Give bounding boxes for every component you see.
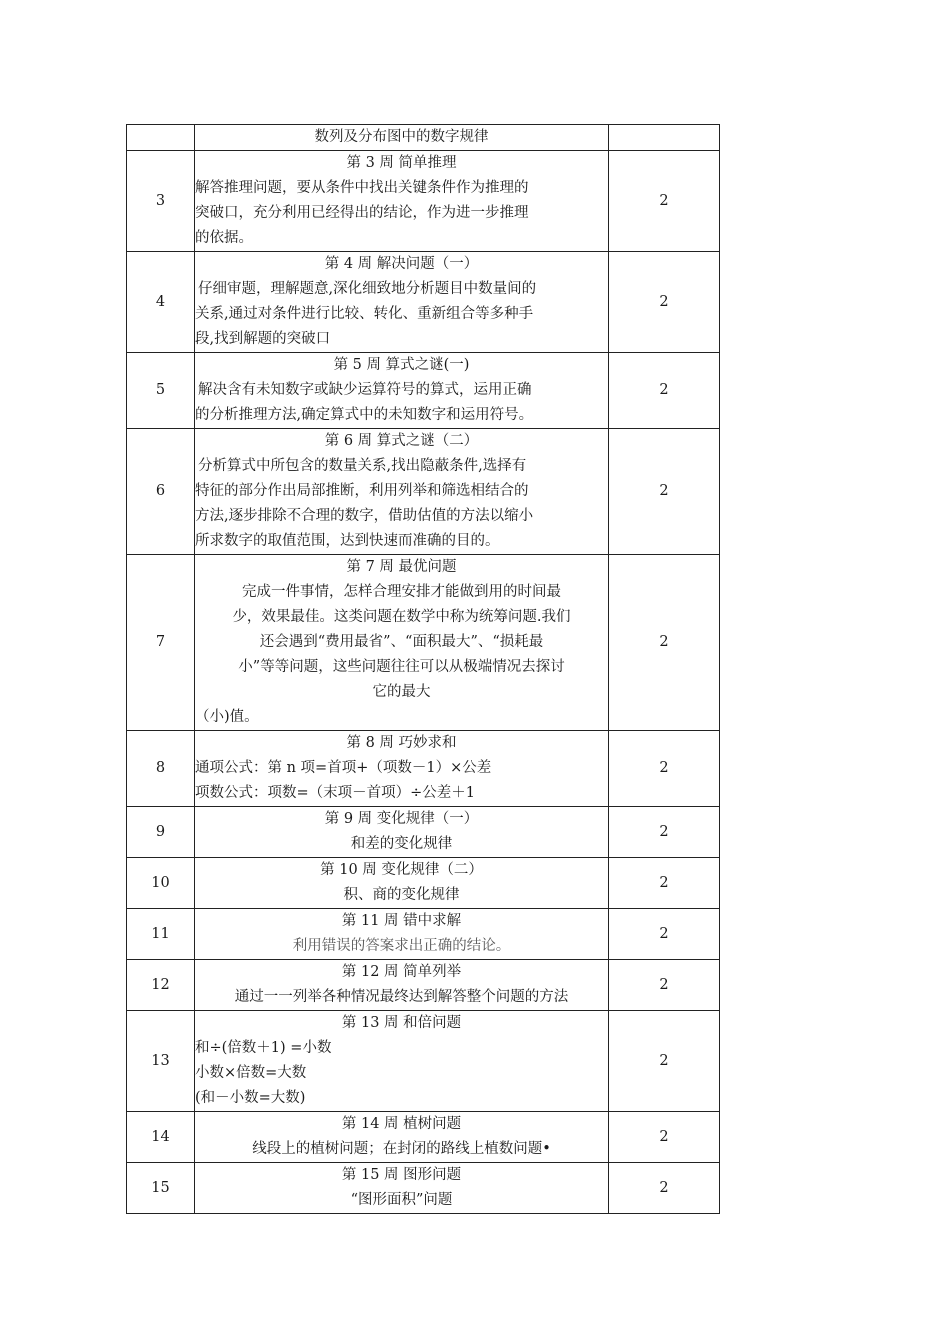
week-number: 5: [127, 353, 195, 429]
content-line: 少，效果最佳。这类问题在数学中称为统筹问题.我们: [232, 609, 571, 625]
week-number: 12: [127, 960, 195, 1011]
content-line: 项数公式：项数=（末项－首项）÷公差＋1: [195, 785, 476, 801]
week-content: [195, 555, 609, 731]
week-number: 10: [127, 858, 195, 909]
table-row: [127, 1112, 720, 1163]
content-line: 小数×倍数=大数: [195, 1065, 307, 1081]
table-row: [127, 151, 720, 252]
content-line: 利用错误的答案求出正确的结论。: [292, 938, 511, 954]
week-title: 第 8 周 巧妙求和: [346, 735, 457, 751]
week-content: [195, 807, 609, 858]
week-content: [195, 429, 609, 555]
table-row: [127, 1163, 720, 1214]
class-hours: 2: [609, 555, 720, 731]
class-hours: 2: [609, 858, 720, 909]
course-schedule-table: [126, 124, 720, 1214]
table-row: [127, 731, 720, 807]
content-line: 线段上的植树问题；在封闭的路线上植数问题•: [252, 1141, 551, 1157]
content-line: 分析算式中所包含的数量关系,找出隐蔽条件,选择有: [198, 458, 527, 474]
table-row: [127, 353, 720, 429]
week-title: 第 14 周 植树问题: [341, 1116, 462, 1132]
week-title: 第 7 周 最优问题: [346, 559, 457, 575]
content-line: 通过一一列举各种情况最终达到解答整个问题的方法: [234, 989, 569, 1005]
week-number: 15: [127, 1163, 195, 1214]
week-number: 6: [127, 429, 195, 555]
week-content: [195, 960, 609, 1011]
content-line: 关系,通过对条件进行比较、转化、重新组合等多种手: [195, 306, 534, 322]
content-line: 通项公式：第 n 项=首项+（项数－1）×公差: [195, 760, 492, 776]
content-line: 仔细审题，理解题意,深化细致地分析题目中数量间的: [198, 281, 537, 297]
content-line: 还会遇到“费用最省”、“面积最大”、“损耗最: [259, 634, 544, 650]
class-hours: 2: [609, 960, 720, 1011]
table-row: [127, 960, 720, 1011]
week-number: 11: [127, 909, 195, 960]
class-hours: 2: [609, 807, 720, 858]
week-title: 第 9 周 变化规律（一）: [324, 811, 479, 827]
header-hours-cell: [609, 125, 720, 151]
class-hours: 2: [609, 1011, 720, 1112]
week-number: 3: [127, 151, 195, 252]
content-line: 的依据。: [195, 230, 253, 246]
table-row: [127, 858, 720, 909]
week-title: 第 6 周 算式之谜（二）: [324, 433, 479, 449]
week-title: 第 3 周 简单推理: [346, 155, 457, 171]
content-line: 所求数字的取值范围，达到快速而准确的目的。: [195, 533, 500, 549]
class-hours: 2: [609, 1112, 720, 1163]
class-hours: 2: [609, 151, 720, 252]
table-row: [127, 807, 720, 858]
content-line: 解答推理问题，要从条件中找出关键条件作为推理的: [195, 180, 529, 196]
week-title: 第 10 周 变化规律（二）: [320, 862, 483, 878]
week-number: 4: [127, 252, 195, 353]
week-title: 第 15 周 图形问题: [341, 1167, 462, 1183]
table-row: [127, 555, 720, 731]
class-hours: 2: [609, 252, 720, 353]
week-content: [195, 1112, 609, 1163]
week-title: 第 12 周 简单列举: [341, 964, 462, 980]
week-content: [195, 252, 609, 353]
class-hours: 2: [609, 731, 720, 807]
week-number: 8: [127, 731, 195, 807]
header-content-cell: [195, 125, 609, 151]
week-title: 第 5 周 算式之谜(一): [333, 357, 470, 373]
content-line: 它的最大: [372, 684, 431, 700]
week-content: [195, 1163, 609, 1214]
class-hours: 2: [609, 353, 720, 429]
content-line: 积、商的变化规律: [343, 887, 460, 903]
week-number: 13: [127, 1011, 195, 1112]
table-row: [127, 429, 720, 555]
week-title: 第 4 周 解决问题（一）: [324, 256, 479, 272]
table-row: [127, 252, 720, 353]
content-line: 突破口，充分利用已经得出的结论，作为进一步推理: [195, 205, 529, 221]
class-hours: 2: [609, 909, 720, 960]
content-line: “图形面积”问题: [350, 1192, 453, 1208]
content-line: 解决含有未知数字或缺少运算符号的算式，运用正确: [198, 382, 532, 398]
content-line: 完成一件事情，怎样合理安排才能做到用的时间最: [242, 584, 561, 600]
week-number: 9: [127, 807, 195, 858]
table-header-row: [127, 125, 720, 151]
content-line: （小)值。: [195, 709, 259, 725]
week-number: 14: [127, 1112, 195, 1163]
week-title: 第 13 周 和倍问题: [341, 1015, 462, 1031]
week-content: [195, 151, 609, 252]
week-content: [195, 858, 609, 909]
table-row: [127, 1011, 720, 1112]
content-line: 特征的部分作出局部推断，利用列举和筛选相结合的: [195, 483, 529, 499]
content-line: 段,找到解题的突破口: [195, 331, 331, 347]
week-content: [195, 1011, 609, 1112]
week-content: [195, 353, 609, 429]
content-line: 的分析推理方法,确定算式中的未知数字和运用符号。: [195, 407, 534, 423]
header-content-text: 数列及分布图中的数字规律: [314, 129, 489, 145]
class-hours: 2: [609, 1163, 720, 1214]
content-line: 和÷(倍数＋1) =小数: [195, 1040, 332, 1056]
content-line: 小”等等问题，这些问题往往可以从极端情况去探讨: [238, 659, 565, 675]
week-title: 第 11 周 错中求解: [341, 913, 462, 929]
content-line: 方法,逐步排除不合理的数字，借助估值的方法以缩小: [195, 508, 534, 524]
content-line: 和差的变化规律: [350, 836, 453, 852]
table-row: [127, 909, 720, 960]
week-content: [195, 909, 609, 960]
class-hours: 2: [609, 429, 720, 555]
week-content: [195, 731, 609, 807]
week-number: 7: [127, 555, 195, 731]
header-week-cell: [127, 125, 195, 151]
content-line: (和－小数=大数): [195, 1090, 306, 1106]
